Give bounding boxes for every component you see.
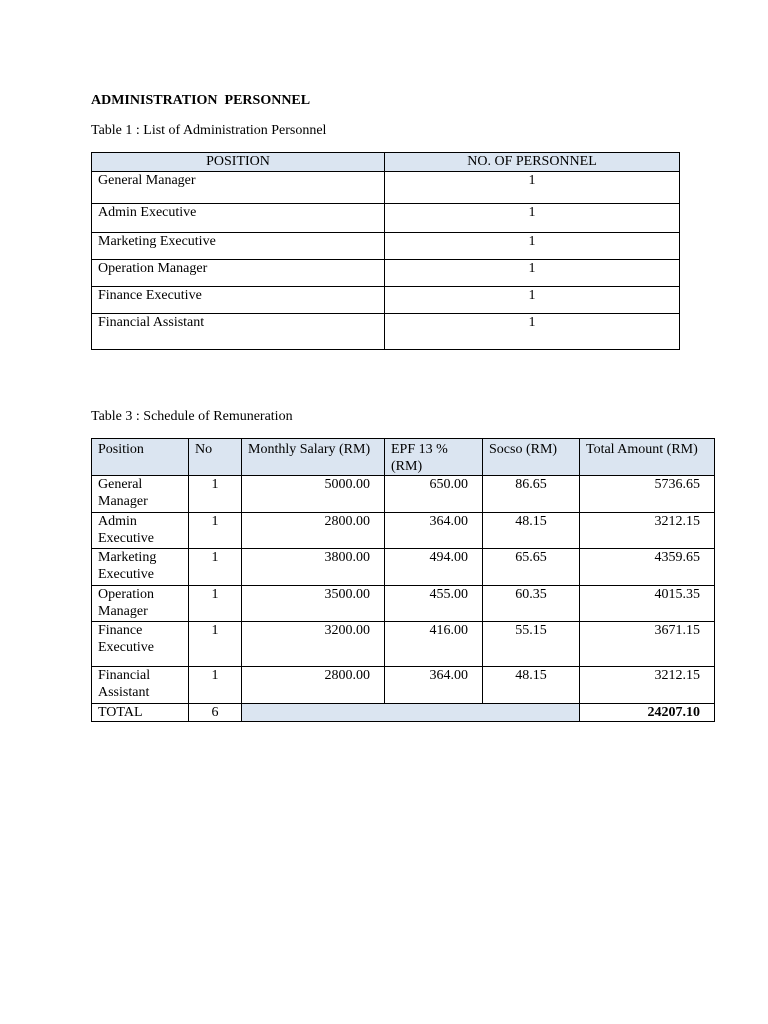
table-row [92, 586, 715, 622]
header-socso: Socso (RM) [483, 439, 580, 476]
position-cell: Finance Executive [92, 287, 385, 314]
header-total-amount: Total Amount (RM) [580, 439, 715, 476]
table-row [92, 549, 715, 586]
count-cell: 1 [385, 172, 680, 204]
position-cell: Financial Assistant [92, 314, 385, 350]
position-cell: General Manager [92, 172, 385, 204]
salary-cell: 3800.00 [242, 549, 385, 586]
socso-cell: 65.65 [483, 549, 580, 586]
count-cell: 1 [385, 233, 680, 260]
document-heading: ADMINISTRATION PERSONNEL [91, 93, 311, 108]
table-row [92, 172, 680, 204]
header-position: Position [92, 439, 189, 476]
total-cell: 4015.35 [580, 586, 715, 622]
no-cell: 1 [189, 476, 242, 513]
position-cell: Admin Executive [92, 204, 385, 233]
position-cell: Financial Assistant [92, 667, 189, 704]
total-cell: 5736.65 [580, 476, 715, 513]
position-cell: Marketing Executive [92, 549, 189, 586]
position-cell: Finance Executive [92, 622, 189, 667]
total-cell: 4359.65 [580, 549, 715, 586]
count-cell: 1 [385, 287, 680, 314]
no-cell: 1 [189, 586, 242, 622]
total-cell: 3212.15 [580, 513, 715, 549]
socso-cell: 60.35 [483, 586, 580, 622]
table-row [92, 260, 680, 287]
no-cell: 1 [189, 549, 242, 586]
table-row [92, 314, 680, 350]
socso-cell: 48.15 [483, 513, 580, 549]
epf-cell: 650.00 [385, 476, 483, 513]
table-row [92, 233, 680, 260]
epf-cell: 364.00 [385, 667, 483, 704]
personnel-table [91, 152, 680, 350]
epf-cell: 494.00 [385, 549, 483, 586]
no-cell: 1 [189, 622, 242, 667]
salary-cell: 2800.00 [242, 667, 385, 704]
table-row [92, 513, 715, 549]
count-cell: 1 [385, 204, 680, 233]
header-monthly-salary: Monthly Salary (RM) [242, 439, 385, 476]
total-label: TOTAL [92, 704, 189, 722]
no-cell: 1 [189, 667, 242, 704]
socso-cell: 55.15 [483, 622, 580, 667]
salary-cell: 2800.00 [242, 513, 385, 549]
total-shaded-cell [242, 704, 580, 722]
no-cell: 1 [189, 513, 242, 549]
socso-cell: 86.65 [483, 476, 580, 513]
position-cell: Operation Manager [92, 586, 189, 622]
position-cell: Marketing Executive [92, 233, 385, 260]
remuneration-table [91, 438, 715, 722]
salary-cell: 3200.00 [242, 622, 385, 667]
position-cell: Admin Executive [92, 513, 189, 549]
table1-caption: Table 1 : List of Administration Personnel [91, 123, 327, 138]
total-row [92, 704, 715, 722]
table-row [92, 476, 715, 513]
salary-cell: 5000.00 [242, 476, 385, 513]
epf-cell: 416.00 [385, 622, 483, 667]
table-header-row [92, 153, 680, 172]
total-cell: 3212.15 [580, 667, 715, 704]
header-no: No [189, 439, 242, 476]
table-row [92, 622, 715, 667]
header-position: POSITION [92, 153, 385, 172]
header-epf: EPF 13 % (RM) [385, 439, 483, 476]
epf-cell: 364.00 [385, 513, 483, 549]
count-cell: 1 [385, 314, 680, 350]
table-row [92, 287, 680, 314]
table-header-row [92, 439, 715, 476]
position-cell: General Manager [92, 476, 189, 513]
header-no-of-personnel: NO. OF PERSONNEL [385, 153, 680, 172]
total-cell: 3671.15 [580, 622, 715, 667]
salary-cell: 3500.00 [242, 586, 385, 622]
socso-cell: 48.15 [483, 667, 580, 704]
position-cell: Operation Manager [92, 260, 385, 287]
total-count: 6 [189, 704, 242, 722]
table-row [92, 667, 715, 704]
table-row [92, 204, 680, 233]
table3-caption: Table 3 : Schedule of Remuneration [91, 409, 293, 424]
count-cell: 1 [385, 260, 680, 287]
total-amount: 24207.10 [580, 704, 715, 722]
epf-cell: 455.00 [385, 586, 483, 622]
